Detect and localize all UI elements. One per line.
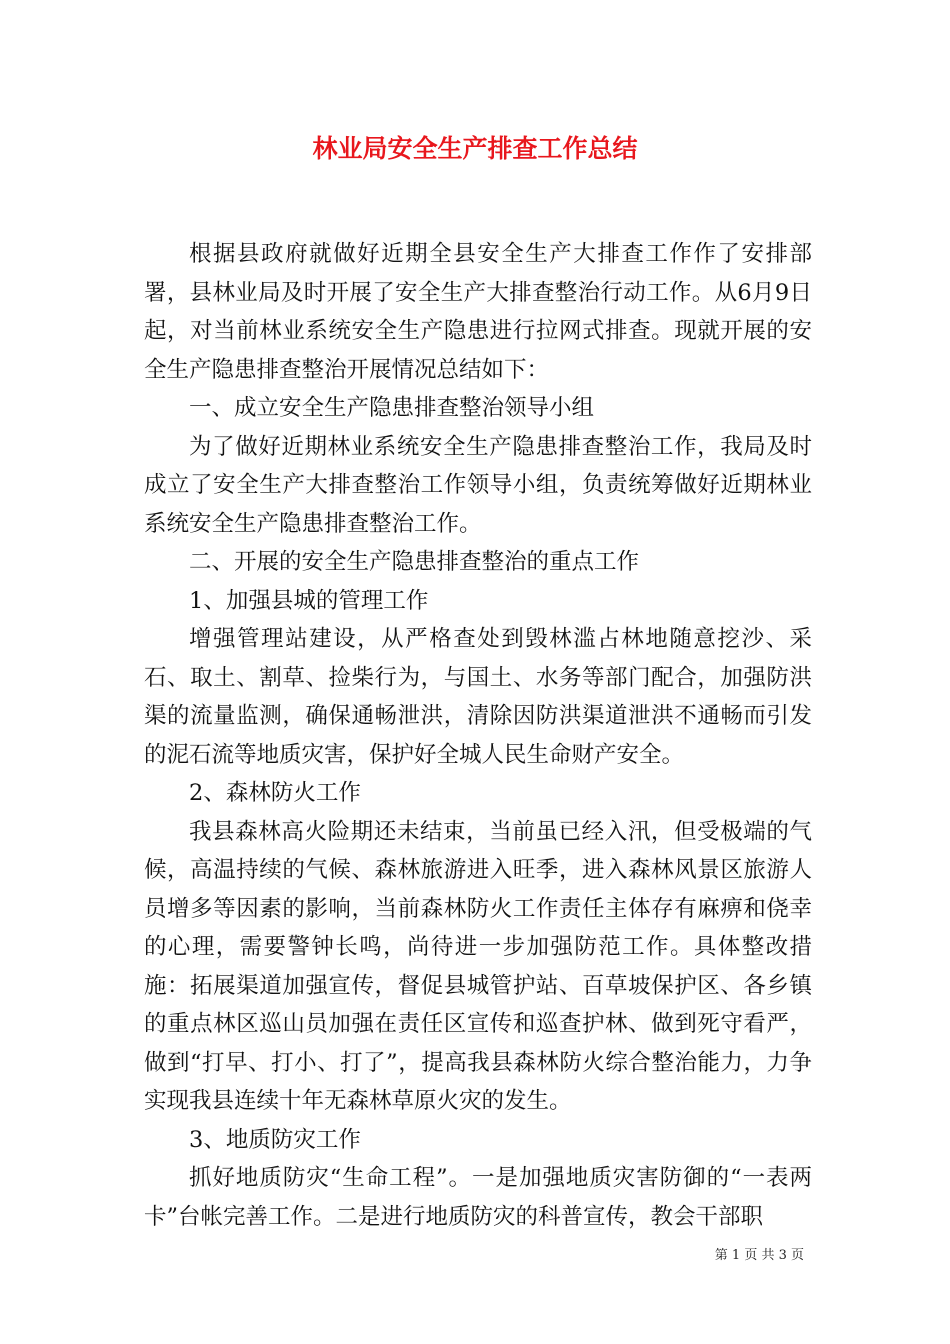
subsection-paragraph-1: 增强管理站建设，从严格查处到毁林滥占林地随意挖沙、采石、取土、割草、捡柴行为，与国土、水务等部门配合，加强防洪渠的流量监测，确保通畅泄洪，清除因防洪渠道泄洪不通畅而引发的泥石流等地质灾害，保护好全城人民生命财产安全。 (144, 626, 812, 768)
section-heading-2: 二、开展的安全生产隐患排查整治的重点工作 (189, 549, 640, 575)
subsection-heading-3: 3、地质防灾工作 (189, 1126, 361, 1153)
subsection-heading-2: 2、森林防火工作 (189, 780, 361, 806)
intro-paragraph: 根据县政府就做好近期全县安全生产大排查工作作了安排部署，县林业局及时开展了安全生产大排查整治行动工作。从6月9日起，对当前林业系统安全生产隐患进行拉网式排查。现就开展的安全生产隐患排查整治开展情况总结如下： (144, 241, 812, 383)
document-title: 林业局安全生产排查工作总结 (312, 134, 638, 163)
subsection-paragraph-3: 抓好地质防灾“生命工程”。一是加强地质灾害防御的“一表两卡”台帐完善工作。二是进行地质防灾的科普宣传，教会干部职 (144, 1165, 812, 1230)
subsection-heading-1: 1、加强县城的管理工作 (189, 587, 429, 614)
section-heading-1: 一、成立安全生产隐患排查整治领导小组 (189, 395, 595, 421)
document-body (144, 235, 812, 1236)
section-paragraph-1: 为了做好近期林业系统安全生产隐患排查整治工作，我局及时成立了安全生产大排查整治工作领导小组，负责统筹做好近期林业系统安全生产隐患排查整治工作。 (144, 433, 812, 537)
page-number: 第 1 页 共 3 页 (714, 1248, 804, 1263)
subsection-paragraph-2: 我县森林高火险期还未结束，当前虽已经入汛，但受极端的气候，高温持续的气候、森林旅游进入旺季，进入森林风景区旅游人员增多等因素的影响，当前森林防火工作责任主体存有麻痹和侥幸的心理，需要警钟长鸣，尚待进一步加强防范工作。具体整改措施：拓展渠道加强宣传，督促县城管护站、百草坡保护区、各乡镇的重点林区巡山员加强在责任区宣传和巡查护林、做到死守看严，做到“打早、打小、打了”，提高我县森林防火综合整治能力，力争实现我县连续十年无森林草原火灾的发生。 (144, 818, 812, 1114)
